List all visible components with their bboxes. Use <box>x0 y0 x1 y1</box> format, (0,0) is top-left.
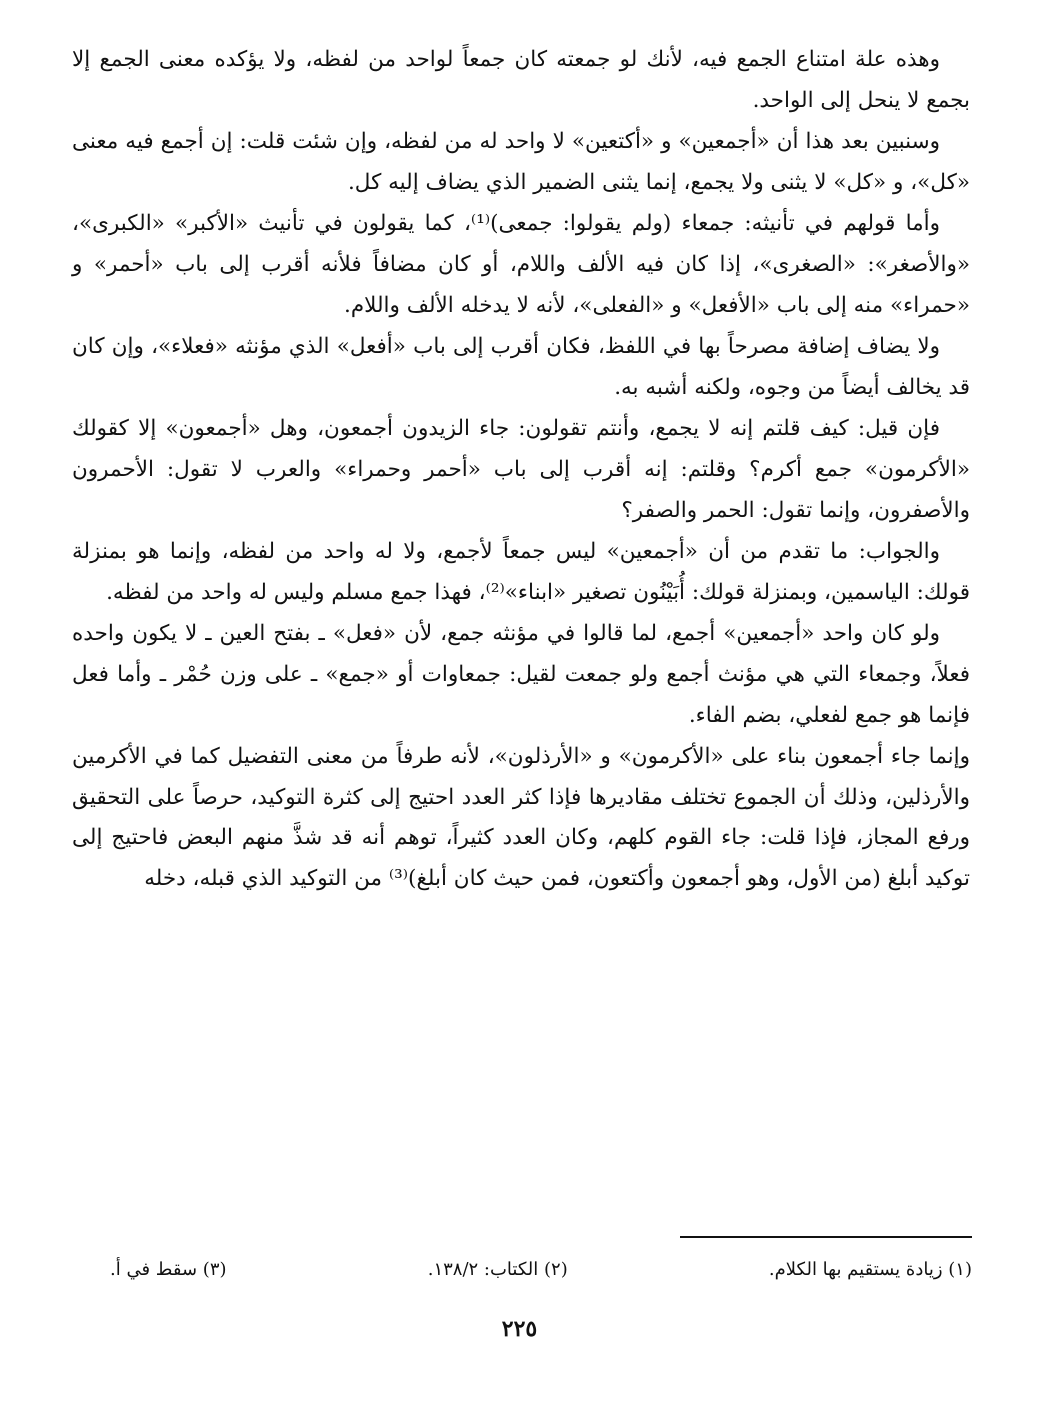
paragraph-4: ولا يضاف إضافة مصرحاً بها في اللفظ، فكان أقرب إلى باب «أفعل» الذي مؤنثه «فعلاء»، وإن كان قد يخالف أيضاً من وجوه، ولكنه أشبه به. <box>72 334 970 400</box>
main-text <box>72 40 970 899</box>
footnote-separator <box>680 1236 972 1238</box>
footnote-1: (١) زيادة يستقيم بها الكلام. <box>768 1259 972 1280</box>
paragraph-5: فإن قيل: كيف قلتم إنه لا يجمع، وأنتم تقولون: جاء الزيدون أجمعون، وهل «أجمعون» إلا كقولك «الأكرمون» جمع أكرم؟ وقلتم: إنه أقرب إلى باب «أحمر وحمراء» والعرب لا تقول: الأحمرون والأصفرون، وإنما تقول: الحمر والصفر؟ <box>72 416 970 523</box>
paragraph-8: وإنما جاء أجمعون بناء على «الأكرمون» و «الأرذلون»، لأنه طرفاً من معنى التفضيل كما في الأكرمين والأرذلين، وذلك أن الجموع تختلف مقاديرها فإذا كثر العدد احتيج إلى كثرة التوكيد، حرصاً على التحقيق ورفع المجاز، فإذا قلت: جاء القوم كلهم، وكان العدد كثيراً، توهم أنه قد شذَّ منهم البعض فاحتيج إلى توكيد أبلغ (من الأول، وهو أجمعون وأكتعون، فمن حيث كان أبلغ)⁽³⁾ من التوكيد الذي قبله، دخله <box>72 744 970 891</box>
page-number: ٢٢٥ <box>501 1316 538 1342</box>
paragraph-1: وهذه علة امتناع الجمع فيه، لأنك لو جمعته كان جمعاً لواحد من لفظه، ولا يؤكده معنى الجمع إلا بجمع لا ينحل إلى الواحد. <box>72 47 970 113</box>
footnote-3: (٣) سقط في أ. <box>110 1259 227 1280</box>
paragraph-3: وأما قولهم في تأنيثه: جمعاء (ولم يقولوا: جمعى)⁽¹⁾، كما يقولون في تأنيث «الأكبر» «الكبرى»، «والأصغر»: «الصغرى»، إذا كان فيه الألف واللام، أو كان مضافاً فلأنه أقرب إلى باب «أحمر» و «حمراء» منه إلى باب «الأفعل» و «الفعلى»، لأنه لا يدخله الألف واللام. <box>72 211 970 318</box>
paragraph-2: وسنبين بعد هذا أن «أجمعين» و «أكتعين» لا واحد له من لفظه، وإن شئت قلت: إن أجمع فيه معنى «كل»، و «كل» لا يثنى ولا يجمع، إنما يثنى الضمير الذي يضاف إليه كل. <box>72 129 970 195</box>
paragraph-6: والجواب: ما تقدم من أن «أجمعين» ليس جمعاً لأجمع، ولا له واحد من لفظه، وإنما هو بمنزلة قولك: الياسمين، وبمنزلة قولك: أُبَيْنُون تصغير «ابناء»⁽²⁾، فهذا جمع مسلم وليس له واحد من لفظه. <box>72 539 970 605</box>
footnote-2: (٢) الكتاب: ١٣٨/٢. <box>427 1259 568 1280</box>
paragraph-7: ولو كان واحد «أجمعين» أجمع، لما قالوا في مؤنثه جمع، لأن «فعل» ـ بفتح العين ـ لا يكون واحده فعلاً، وجمعاء التي هي مؤنث أجمع ولو جمعت لقيل: جمعاوات أو «جمع» ـ على وزن حُمْر ـ وأما فعل فإنما هو جمع لفعلي، بضم الفاء. <box>72 621 970 728</box>
footnotes <box>110 1256 972 1284</box>
